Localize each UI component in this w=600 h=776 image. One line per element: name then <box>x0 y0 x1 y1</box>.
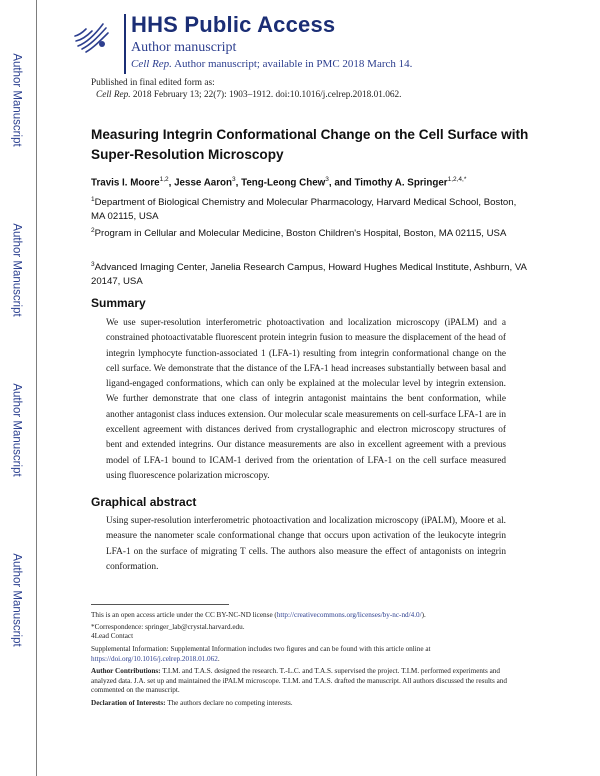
correspondence-footnote: *Correspondence: springer_lab@crystal.harvard.edu. <box>91 623 245 631</box>
affiliation-sup: 1 <box>91 196 95 203</box>
supplemental-text-end: . <box>217 654 220 663</box>
journal-abbr: Cell Rep. <box>131 58 172 70</box>
license-link[interactable]: http://creativecommons.org/licenses/by-nc-nd/4.0/ <box>276 611 422 619</box>
lead-contact-footnote: 4Lead Contact <box>91 632 134 640</box>
affiliation-text: Program in Cellular and Molecular Medicine, Boston Children's Hospital, Boston, MA 02115, USA <box>94 228 507 240</box>
sidebar-label-1: Author Manuscript <box>11 53 24 147</box>
sidebar-label-2: Author Manuscript <box>11 223 24 317</box>
sidebar-label-3: Author Manuscript <box>11 383 24 477</box>
footnote-divider <box>91 604 229 605</box>
affiliation-3 <box>91 258 531 288</box>
supplemental-footnote <box>91 645 521 664</box>
author-affil-sup: 1,2,4,* <box>447 176 467 183</box>
hhs-eagle-logo-icon <box>72 16 112 56</box>
availability-text: Author manuscript; available in PMC 2018 March 14. <box>171 58 413 70</box>
author-separator: , <box>168 177 175 189</box>
sidebar-label-4: Author Manuscript <box>11 553 24 647</box>
supplemental-doi-link[interactable]: https://doi.org/10.1016/j.celrep.2018.01.062 <box>91 654 218 663</box>
published-line: Published in final edited form as: <box>91 78 215 88</box>
affiliation-sup: 3 <box>91 261 95 268</box>
article-title: Measuring Integrin Conformational Change on the Cell Surface with Super-Resolution Microscopy <box>91 127 529 162</box>
author-separator: , <box>235 177 242 189</box>
contributions-label: Author Contributions: <box>91 667 161 675</box>
margin-rule <box>36 0 37 776</box>
hhs-public-access-title: HHS Public Access <box>131 12 336 37</box>
summary-heading: Summary <box>91 296 146 310</box>
graphical-abstract-paragraph: Using super-resolution interferometric photoactivation and localization microscopy (iPALM), Moore et al. measure the nanometer scale conformational change that occurs upon activation of the leukocyte integrin LFA-1 on the surface of migrating T cells. The authors also measure the effect of antagonists on integrin conformation. <box>106 516 506 572</box>
author-name: Jesse Aaron <box>174 177 233 189</box>
citation-journal: Cell Rep. <box>96 90 131 100</box>
license-text-end: ). <box>421 611 426 619</box>
interests-label: Declaration of Interests: <box>91 699 166 707</box>
author-name: Timothy A. Springer <box>354 177 448 189</box>
author-affil-sup: 1,2 <box>159 176 169 183</box>
interests-text: The authors declare no competing interests. <box>165 699 293 707</box>
author-separator: , and <box>328 177 355 189</box>
affiliation-1 <box>91 193 531 223</box>
availability-line <box>131 58 412 70</box>
license-footnote <box>91 611 521 621</box>
summary-paragraph: We use super-resolution interferometric photoactivation and localization microscopy (iPALM) and a constrained photoactivatable fluorescent protein integrin fusion to measure the displacement of the head of integrin lymphocyte function-associated 1 (LFA-1) resulting from integrin conformational change on the cell surface. We demonstrate that the distance of the LFA-1 head increases substantially between basal and ligand-engaged conformations, which can only be explained at the molecular level by integrin extension. We further demonstrate that one class of integrin antagonist maintains the bent conformation, while another antagonist class induces extension. Our molecular scale measurements on cell-surface LFA-1 are in excellent agreement with distances derived from crystallographic and electron microscopy structures of bent and extended integrins. Our distance measurements are also in excellent agreement with a previous model of LFA-1 bound to ICAM-1 derived from the orientation of LFA-1 on the cell surface measured using fluorescence polarization microscopy. <box>106 318 506 481</box>
license-text: This is an open access article under the CC BY-NC-ND license ( <box>91 611 277 619</box>
affiliation-2 <box>91 224 531 241</box>
author-name: Teng-Leong Chew <box>241 177 326 189</box>
supplemental-text: Supplemental Information: Supplemental Information includes two figures and can be found with this article online at <box>91 645 431 653</box>
author-name: Travis I. Moore <box>91 177 160 189</box>
citation-line <box>96 90 401 100</box>
header-divider <box>124 14 126 74</box>
author-list <box>91 176 466 188</box>
affiliation-text: Department of Biological Chemistry and Molecular Pharmacology, Harvard Medical School, Boston, MA 02115, USA <box>91 197 517 222</box>
graphical-abstract-heading: Graphical abstract <box>91 495 197 509</box>
affiliation-sup: 2 <box>91 227 95 234</box>
interests-footnote <box>91 699 521 709</box>
contributions-footnote <box>91 667 521 696</box>
affiliation-text: Advanced Imaging Center, Janelia Research Campus, Howard Hughes Medical Institute, Ashburn, VA 20147, USA <box>91 262 527 287</box>
citation-details: 2018 February 13; 22(7): 1903–1912. doi:10.1016/j.celrep.2018.01.062. <box>130 90 402 100</box>
author-affil-sup: 3 <box>325 176 329 183</box>
contributions-text: T.I.M. and T.A.S. designed the research. T.-L.C. and T.A.S. supervised the project. T.I.M. performed experiments and analyzed data. J.A. set up and maintained the iPALM microscope. T.I.M. and T.A.S. drafted the manuscript. All authors discussed the results and commented on the manuscript. <box>91 667 507 695</box>
author-manuscript-label: Author manuscript <box>131 40 237 55</box>
author-affil-sup: 3 <box>232 176 236 183</box>
